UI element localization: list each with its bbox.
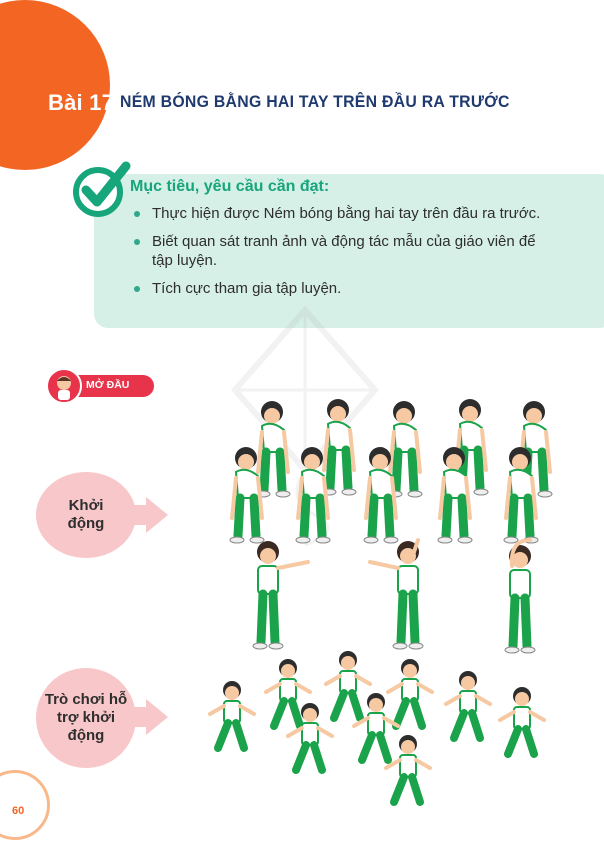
arrow-right-icon — [146, 699, 168, 735]
lesson-title: NÉM BÓNG BẰNG HAI TAY TRÊN ĐẦU RA TRƯỚC — [120, 92, 510, 111]
step-bubble-warmup — [36, 472, 136, 558]
page-number: 60 — [12, 805, 25, 817]
section-label: MỞ ĐẦU — [86, 379, 130, 391]
warm-up-bending-students — [230, 399, 552, 543]
step-bubble-game — [36, 668, 136, 768]
goal-item: Biết quan sát tranh ảnh và động tác mẫu của giáo viên để tập luyện. — [132, 232, 542, 270]
section-badge — [46, 368, 154, 404]
check-icon — [70, 160, 132, 218]
arm-stretch-students — [253, 540, 535, 653]
lesson-badge — [0, 0, 110, 170]
lesson-number: Bài 17. — [48, 90, 121, 115]
goals-list — [132, 204, 542, 307]
goal-item: Thực hiện được Ném bóng bằng hai tay trên đầu ra trước. — [132, 204, 542, 223]
student-avatar-icon — [46, 368, 82, 404]
exercise-illustrations — [200, 390, 604, 820]
goal-item: Tích cực tham gia tập luyện. — [132, 279, 542, 298]
step-label: Trò chơi hỗ trợ khởi động — [44, 691, 128, 744]
circle-game-students — [210, 651, 544, 802]
goals-heading: Mục tiêu, yêu cầu cần đạt: — [130, 178, 330, 195]
arrow-right-icon — [146, 497, 168, 533]
step-label: Khởi động — [67, 497, 105, 532]
page-number-ring — [0, 770, 50, 840]
